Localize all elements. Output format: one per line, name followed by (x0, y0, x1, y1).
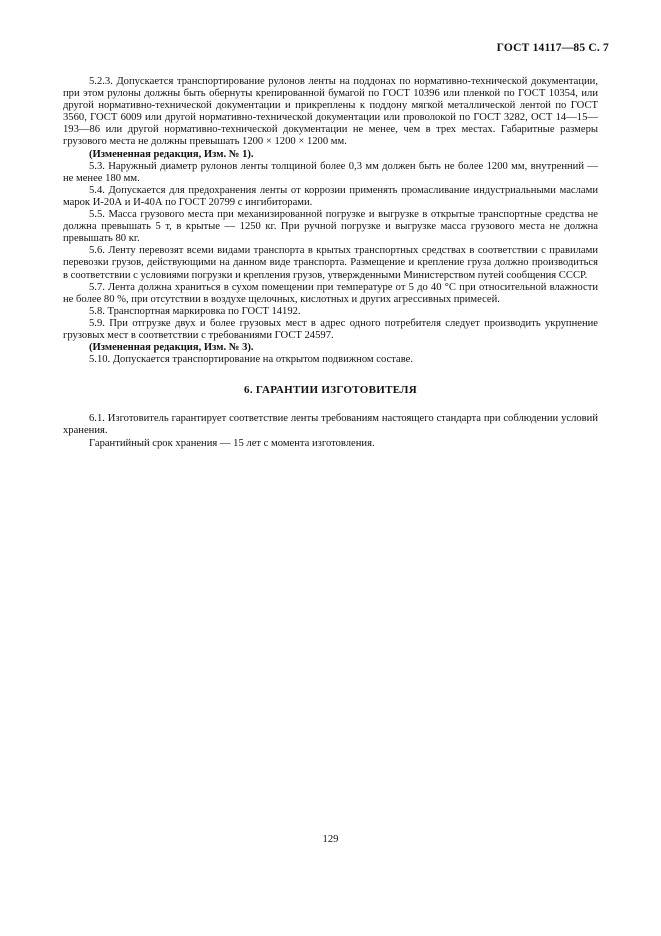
paragraph-warranty-period: Гарантийный срок хранения — 15 лет с момента изготовления. (89, 437, 375, 449)
document-body (63, 76, 598, 450)
paragraph-6-1: 6.1. Изготовитель гарантирует соответствие ленты требованиям настоящего стандарта при соблюдении условий хранения. (63, 413, 598, 437)
paragraph-5-7: 5.7. Лента должна храниться в сухом помещении при температуре от 5 до 40 °С при относительной влажности не более 80 %, при отсутствии в воздухе щелочных, кислотных и других агрессивных примесей. (63, 281, 598, 305)
page-number: 129 (322, 834, 339, 845)
paragraph-5-3: 5.3. Наружный диаметр рулонов ленты толщиной более 0,3 мм должен быть не более 1200 мм, внутренний — не менее 180 мм. (63, 160, 598, 184)
paragraph-5-8: 5.8. Транспортная маркировка по ГОСТ 14192. (89, 305, 301, 317)
amendment-note: (Измененная редакция, Изм. № 1). (89, 148, 254, 160)
paragraph-5-2-3: 5.2.3. Допускается транспортирование рулонов ленты на поддонах по нормативно-технической документации, при этом рулоны должны быть обернуты крепированной бумагой по ГОСТ 10396 или пленкой по ГОСТ 10354, или другой нормативно-технической документации и прикреплены к поддону мягкой металлической лентой по ГОСТ 3560, ГОСТ 6009 или другой нормативно-технической документации или проволокой по ГОСТ 3282, ОСТ 14—15—193—86 или другой нормативно-технической документации не менее, чем в трех местах. Габаритные размеры грузового места не должны превышать 1200 × 1200 × 1200 мм. (63, 76, 598, 148)
section-title: 6. ГАРАНТИИ ИЗГОТОВИТЕЛЯ (244, 384, 417, 397)
paragraph-5-10: 5.10. Допускается транспортирование на открытом подвижном составе. (89, 354, 413, 366)
paragraph-5-6: 5.6. Ленту перевозят всеми видами транспорта в крытых транспортных средствах в соответствии с правилами перевозки грузов, действующими на данном виде транспорта. Размещение и крепление груза должно производиться в соответствии с условиями погрузки и крепления грузов, утвержденными Министерством путей сообщения СССР. (63, 245, 598, 281)
paragraph-5-4: 5.4. Допускается для предохранения ленты от коррозии применять промасливание индустриальными маслами марок И-20А и И-40А по ГОСТ 20799 с ингибиторами. (63, 184, 598, 208)
paragraph-5-5: 5.5. Масса грузового места при механизированной погрузке и выгрузке в открытые транспортные средства не должна превышать 5 т, в крытые — 1250 кг. При ручной погрузке и выгрузке масса грузового места не должна превышать 80 кг. (63, 209, 598, 245)
paragraph-5-9: 5.9. При отгрузке двух и более грузовых мест в адрес одного потребителя следует производить укрупнение грузовых мест в соответствии с требованиями ГОСТ 24597. (63, 317, 598, 341)
amendment-note: (Измененная редакция, Изм. № 3). (89, 342, 254, 354)
page-header: ГОСТ 14117—85 С. 7 (496, 42, 609, 54)
